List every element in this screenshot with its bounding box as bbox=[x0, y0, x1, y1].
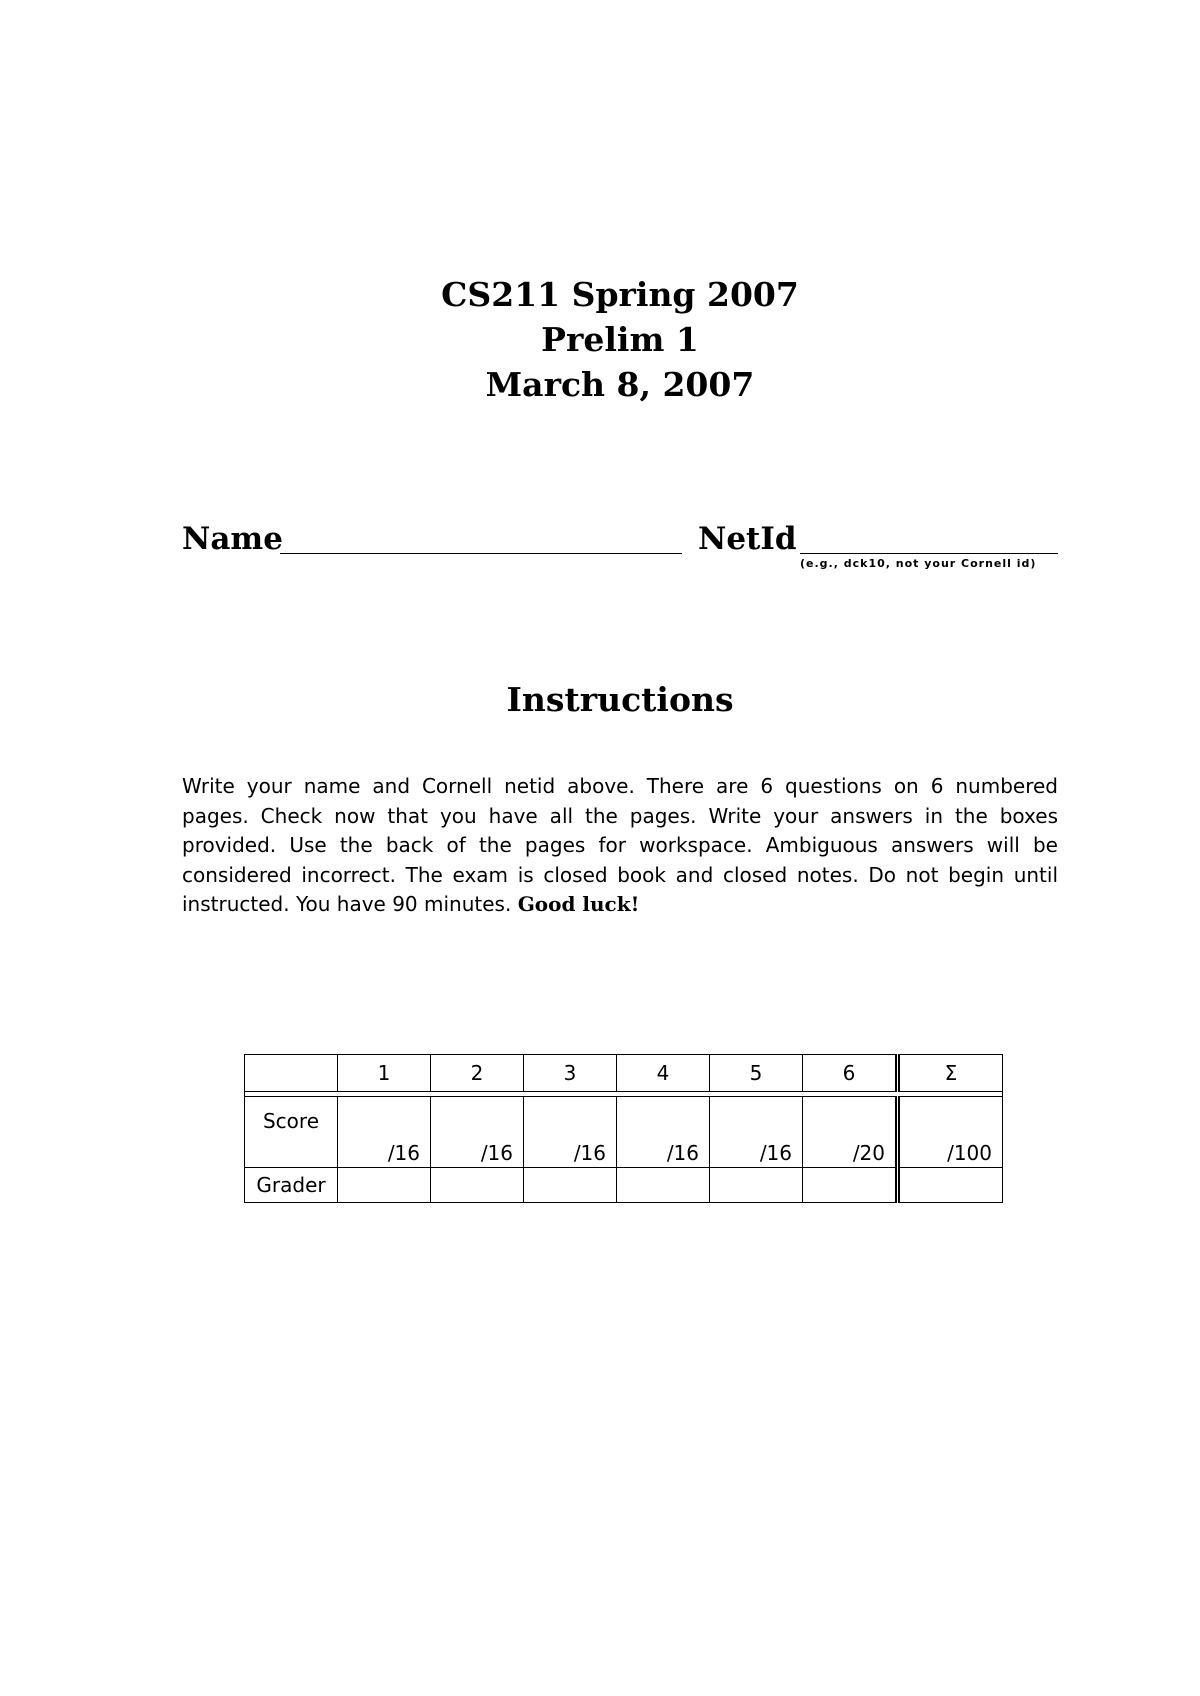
grader-cell[interactable] bbox=[617, 1168, 710, 1203]
score-cell[interactable]: /16 bbox=[710, 1097, 803, 1168]
netid-label: NetId bbox=[698, 521, 797, 557]
score-cell[interactable]: /16 bbox=[524, 1097, 617, 1168]
total-score-cell[interactable]: /100 bbox=[898, 1097, 1003, 1168]
score-table bbox=[244, 1054, 1003, 1203]
grader-cell[interactable] bbox=[338, 1168, 431, 1203]
score-cell[interactable]: /20 bbox=[803, 1097, 898, 1168]
exam-date: March 8, 2007 bbox=[485, 365, 755, 404]
name-field[interactable] bbox=[280, 553, 682, 554]
question-number: 1 bbox=[338, 1055, 431, 1092]
question-number: 3 bbox=[524, 1055, 617, 1092]
question-number: 6 bbox=[803, 1055, 898, 1092]
grader-cell[interactable] bbox=[431, 1168, 524, 1203]
score-cell[interactable]: /16 bbox=[431, 1097, 524, 1168]
question-number: 5 bbox=[710, 1055, 803, 1092]
name-label: Name bbox=[182, 521, 283, 557]
question-number: 2 bbox=[431, 1055, 524, 1092]
header-corner-cell bbox=[245, 1055, 338, 1092]
grader-cell[interactable] bbox=[524, 1168, 617, 1203]
instructions-body: Write your name and Cornell netid above. There are 6 questions on 6 numbered pages. Check now that you have all the pages. Write your answers in the boxes provided. Use the back of the pages for workspace. Ambiguous answers will be considered incorrect. The exam is closed book and closed notes. Do not begin until instructed. You have 90 minutes. bbox=[182, 774, 1058, 916]
grader-row bbox=[245, 1168, 1003, 1203]
grader-cell[interactable] bbox=[710, 1168, 803, 1203]
instructions-heading: Instructions bbox=[506, 680, 734, 719]
netid-field[interactable] bbox=[800, 553, 1058, 554]
score-row bbox=[245, 1097, 1003, 1168]
instructions-text bbox=[182, 772, 1058, 920]
course-title: CS211 Spring 2007 bbox=[441, 275, 799, 314]
exam-name: Prelim 1 bbox=[541, 320, 699, 359]
question-number: 4 bbox=[617, 1055, 710, 1092]
score-cell[interactable]: /16 bbox=[617, 1097, 710, 1168]
score-cell[interactable]: /16 bbox=[338, 1097, 431, 1168]
identity-fields bbox=[182, 519, 1058, 569]
total-grader-cell[interactable] bbox=[898, 1168, 1003, 1203]
sum-symbol: Σ bbox=[898, 1055, 1003, 1092]
exam-title-block bbox=[0, 272, 1200, 407]
good-luck-text: Good luck! bbox=[517, 892, 640, 916]
score-table-header-row bbox=[245, 1055, 1003, 1092]
netid-hint: (e.g., dck10, not your Cornell id) bbox=[800, 557, 1037, 570]
score-label: Score bbox=[245, 1097, 338, 1168]
grader-cell[interactable] bbox=[803, 1168, 898, 1203]
grader-label: Grader bbox=[245, 1168, 338, 1203]
